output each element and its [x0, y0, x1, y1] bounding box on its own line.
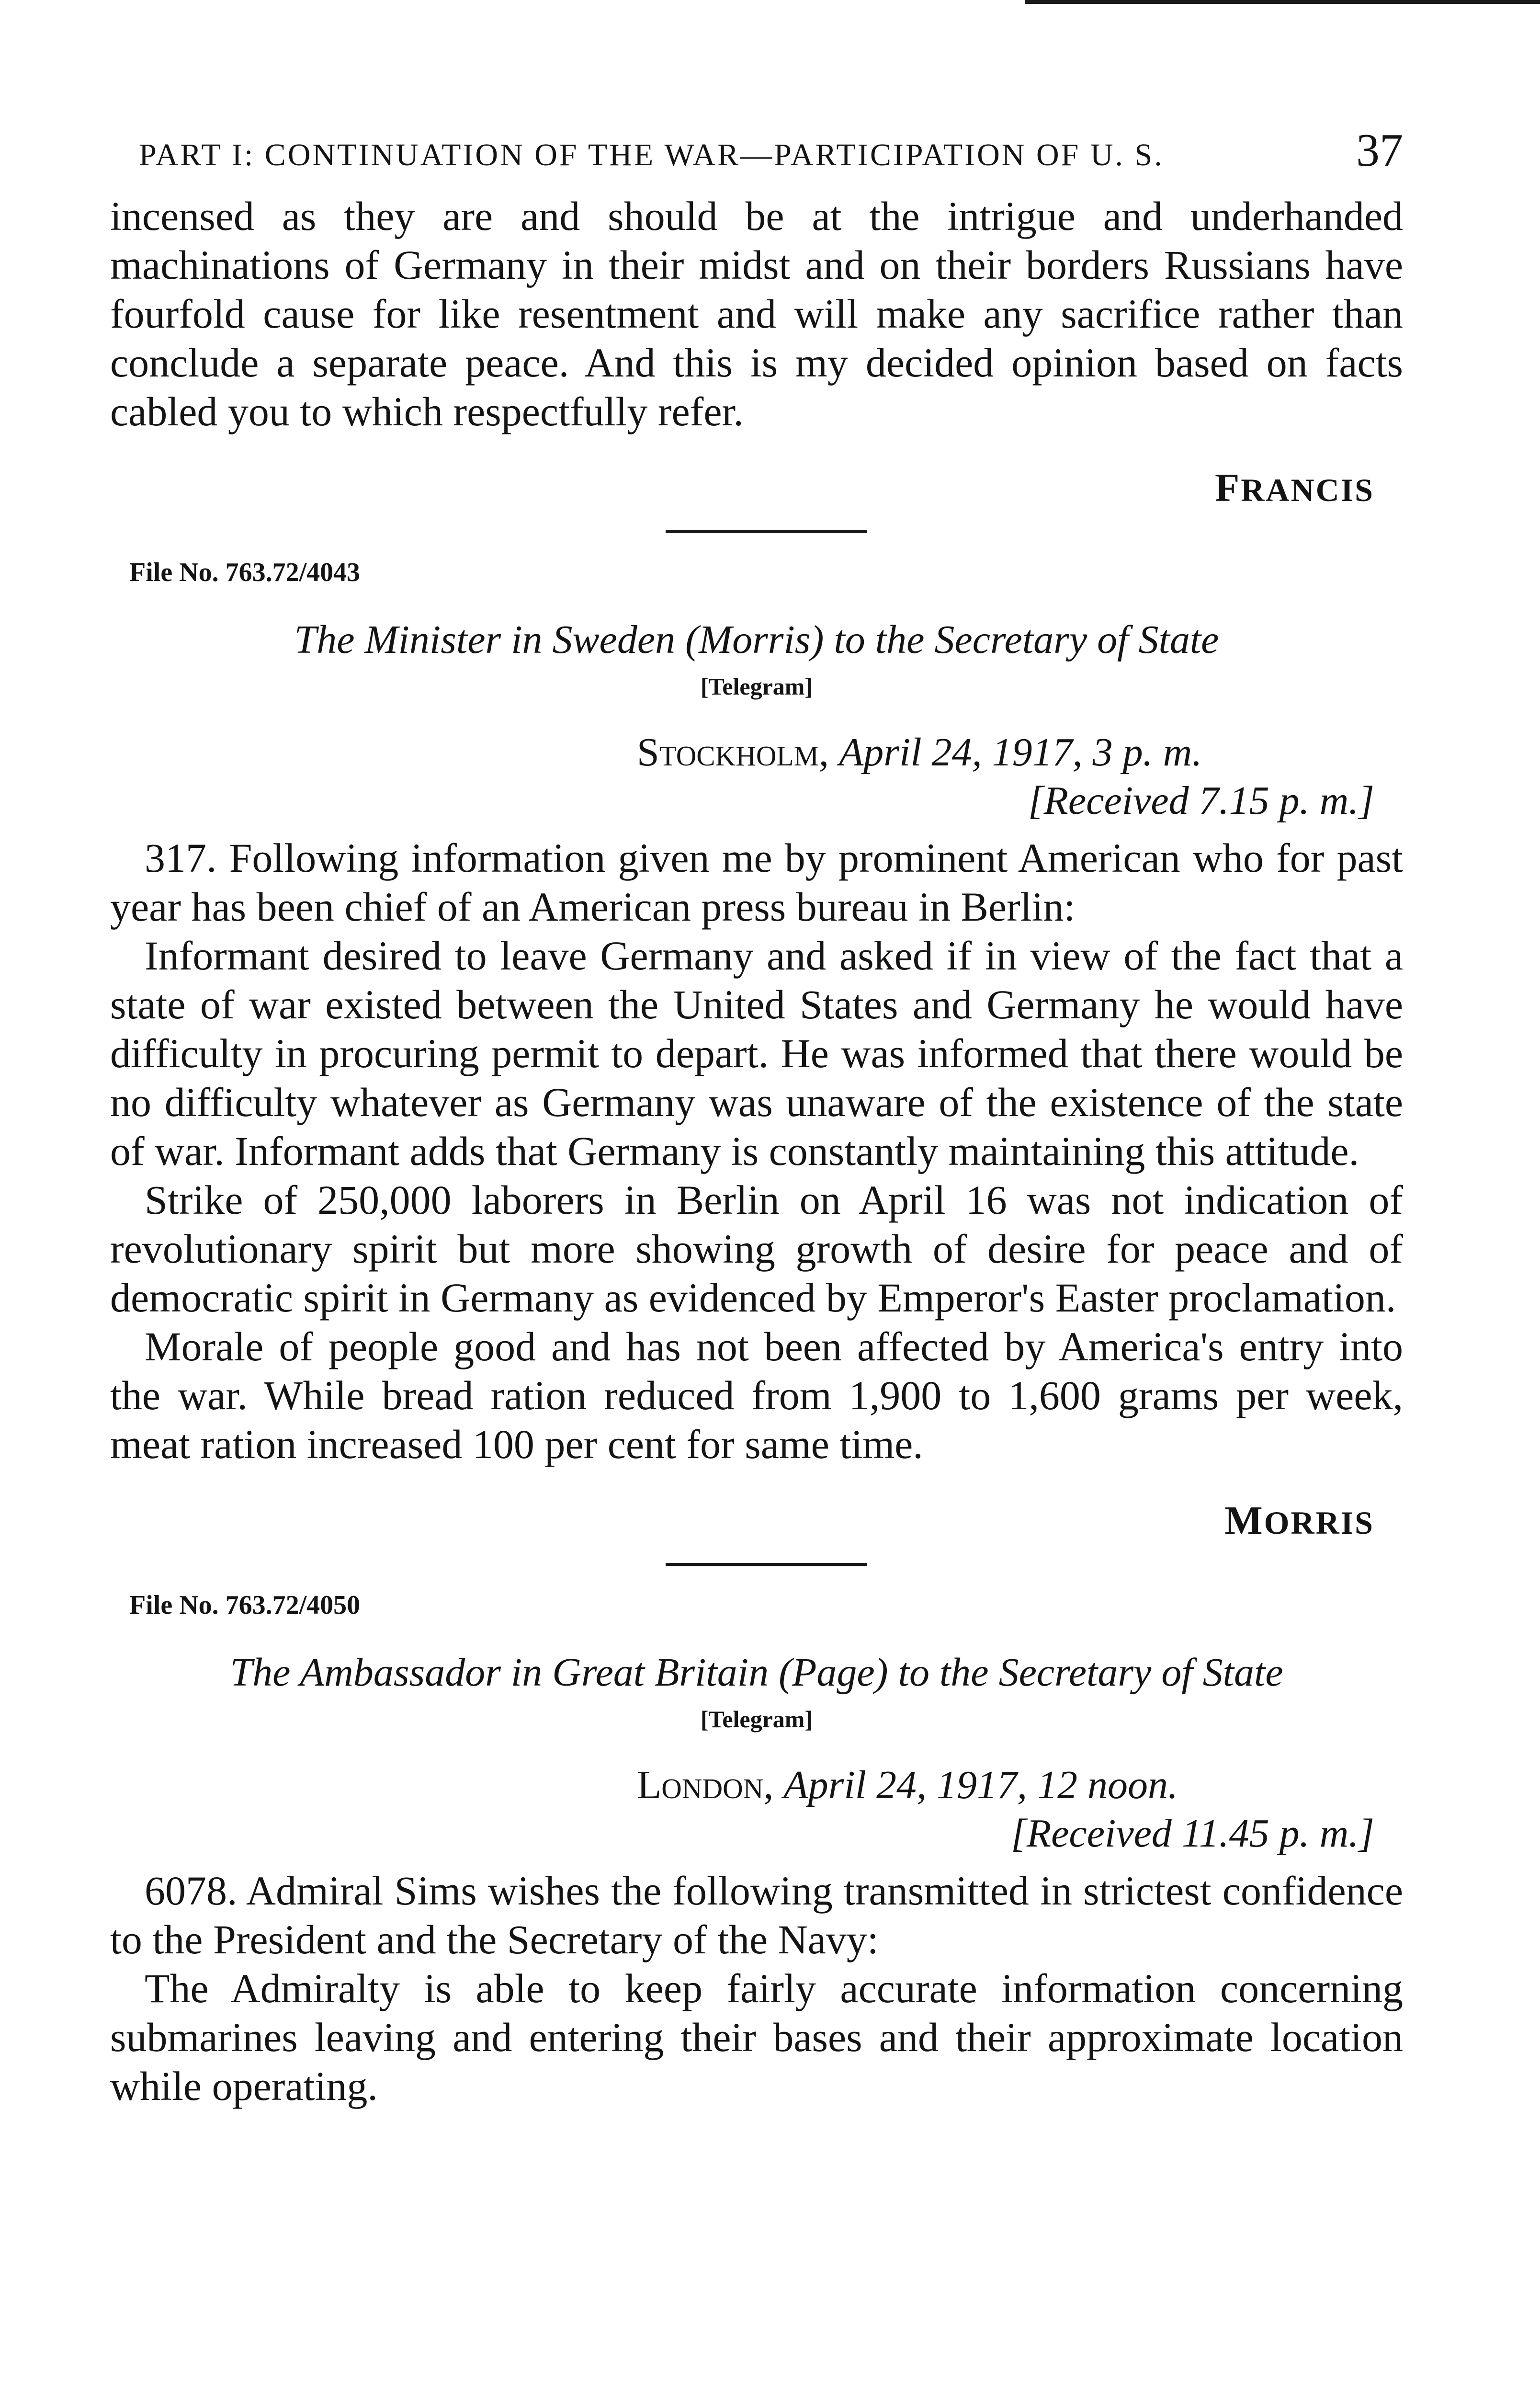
received-time: [Received 11.45 p. m.]	[1011, 1811, 1374, 1856]
dateline	[637, 1762, 1403, 1808]
signature-francis: FRANCIS	[1214, 466, 1374, 510]
document-page	[110, 120, 1403, 2110]
body-paragraph: Strike of 250,000 laborers in Berlin on April 16 was not indication of revolutionary spirit but more showing growth of desire for peace and of democratic spirit in Germany as evidenced by Emperor's Easter proclamation.	[110, 1177, 1403, 1321]
continuation-paragraph: incensed as they are and should be at the intrigue and underhanded machinations of Germany in their midst and on their borders Russians have fourfold cause for like resentment and will make any sacrifice rather than conclude a separate peace. And this is my decided opinion based on facts cabled you to which respectfully refer.	[110, 193, 1403, 434]
document-type: [Telegram]	[700, 673, 813, 700]
dateline-date: April 24, 1917, 3 p. m.	[838, 730, 1202, 775]
body-paragraph: Morale of people good and has not been affected by America's entry into the war. While bread ration reduced from 1,900 to 1,600 grams per week, meat ration increased 100 per cent for same time.	[110, 1323, 1403, 1467]
body-paragraph: 6078. Admiral Sims wishes the following transmitted in strictest confidence to the President and the Secretary of the Navy:	[110, 1868, 1403, 1962]
dateline	[637, 729, 1403, 776]
document-type: [Telegram]	[700, 1706, 813, 1733]
body-paragraph: The Admiralty is able to keep fairly accurate information concerning submarines leaving and entering their bases and their approximate location while operating.	[110, 1965, 1403, 2109]
section-divider	[666, 530, 867, 533]
file-number: File No. 763.72/4050	[129, 1590, 361, 1620]
running-head: PART I: CONTINUATION OF THE WAR—PARTICIPATION OF U. S.	[139, 137, 1164, 172]
document-title: The Ambassador in Great Britain (Page) to the Secretary of State	[230, 1650, 1283, 1695]
page-number: 37	[1356, 125, 1403, 176]
dateline-place: London,	[637, 1763, 774, 1807]
page-header	[110, 120, 1403, 187]
file-number: File No. 763.72/4043	[129, 558, 361, 587]
document-title: The Minister in Sweden (Morris) to the Secretary of State	[294, 617, 1219, 662]
body-paragraph: 317. Following information given me by prominent American who for past year has been chief of an American press bureau in Berlin:	[110, 835, 1403, 930]
signature-morris: MORRIS	[1224, 1498, 1374, 1543]
section-divider	[666, 1563, 867, 1566]
dateline-place: Stockholm,	[637, 730, 829, 775]
body-paragraph: Informant desired to leave Germany and asked if in view of the fact that a state of war existed between the United States and Germany he would have difficulty in procuring permit to depart. He was informed that there would be no difficulty whatever as Germany was unaware of the existence of the state of war. Informant adds that Germany is constantly maintaining this attitude.	[110, 933, 1403, 1174]
dateline-date: April 24, 1917, 12 noon.	[783, 1763, 1178, 1807]
top-edge-rule	[1025, 0, 1540, 4]
received-time: [Received 7.15 p. m.]	[1028, 778, 1374, 823]
